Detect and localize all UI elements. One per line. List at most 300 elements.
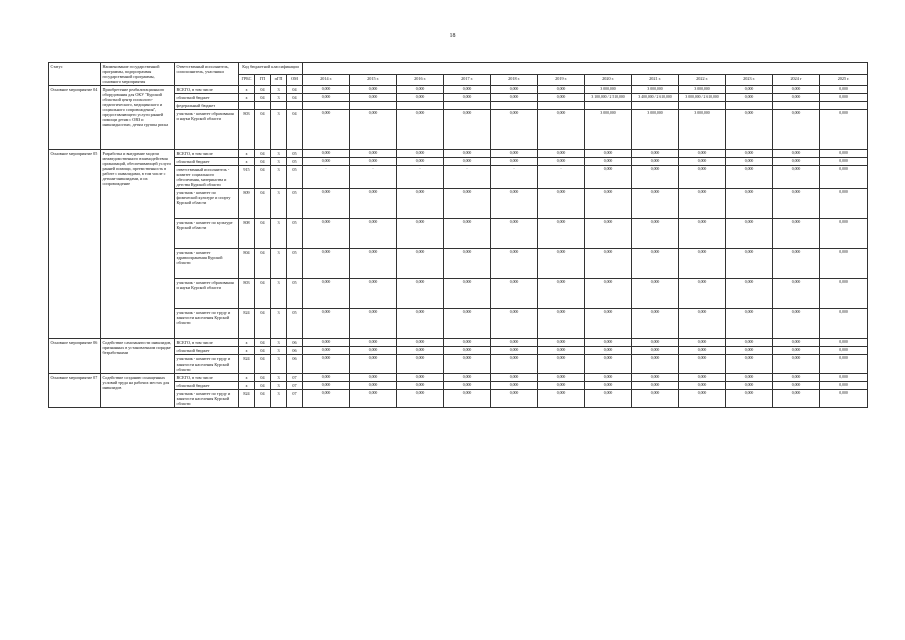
header-code-1: ГП	[255, 74, 271, 86]
row-code-om: 05	[287, 279, 303, 309]
row-value: 0,000	[726, 110, 773, 150]
row-value	[585, 102, 632, 110]
row-responsible: областной бюджет	[175, 381, 239, 389]
row-value: 0,000	[491, 94, 538, 102]
row-code-grbs: х	[239, 339, 255, 347]
row-code-om: 06	[287, 347, 303, 355]
row-value: 0,000	[303, 150, 350, 158]
row-code-pgp: 3	[271, 94, 287, 102]
row-value: 0,000	[773, 150, 820, 158]
row-value: 0,000	[773, 94, 820, 102]
row-value: 0,000	[303, 381, 350, 389]
row-code-om: 04	[287, 110, 303, 150]
row-value: 0,000	[444, 381, 491, 389]
row-value	[350, 102, 397, 110]
header-year-5: 2019 г.	[538, 74, 585, 86]
row-value: 0,000	[303, 309, 350, 339]
row-value: 0,000	[820, 249, 868, 279]
row-value: 0,000	[632, 219, 679, 249]
row-value: 3 400,000 / 2 610,000	[632, 94, 679, 102]
row-value: 0,000	[585, 166, 632, 189]
row-value: 0,000	[679, 347, 726, 355]
row-value: 0,000	[726, 219, 773, 249]
row-value: 0,000	[303, 389, 350, 407]
row-value: 0,000	[538, 249, 585, 279]
row-value	[397, 102, 444, 110]
row-value: 0,000	[773, 86, 820, 94]
row-value: 0,000	[397, 339, 444, 347]
row-value: 0,000	[350, 249, 397, 279]
budget-table	[48, 62, 868, 408]
row-code-pgp: 3	[271, 219, 287, 249]
row-responsible: участник - комитет по культуре Курской области	[175, 219, 239, 249]
row-value: 0,000	[726, 249, 773, 279]
row-value: 0,000	[397, 86, 444, 94]
row-value: 0,000	[773, 110, 820, 150]
row-value: 0,000	[773, 347, 820, 355]
row-value: 0,000	[726, 86, 773, 94]
row-value	[773, 102, 820, 110]
row-code-pgp: 3	[271, 373, 287, 381]
row-value: 0,000	[538, 110, 585, 150]
row-value: 0,000	[538, 309, 585, 339]
row-code-pgp: 3	[271, 339, 287, 347]
row-code-om: 05	[287, 158, 303, 166]
row-code-grbs: х	[239, 347, 255, 355]
row-value: 0,000	[491, 381, 538, 389]
header-status: Статус	[49, 63, 101, 86]
row-value: 0,000	[444, 339, 491, 347]
row-value: 0,000	[632, 381, 679, 389]
row-value: 0,000	[538, 150, 585, 158]
row-value: 0,000	[820, 355, 868, 373]
row-value: 0,000	[585, 189, 632, 219]
row-value: 0,000	[538, 339, 585, 347]
row-value: 0,000	[679, 189, 726, 219]
row-value: 0,000	[820, 86, 868, 94]
header-year-2: 2016 г.	[397, 74, 444, 86]
row-value: 0,000	[397, 158, 444, 166]
row-responsible: областной бюджет	[175, 94, 239, 102]
row-code-gp: 04	[255, 339, 271, 347]
row-value: 0,000	[773, 389, 820, 407]
row-value: 0,000	[679, 158, 726, 166]
row-value: -	[444, 166, 491, 189]
row-value: 0,000	[397, 189, 444, 219]
row-value: 0,000	[444, 110, 491, 150]
row-value: 0,000	[444, 389, 491, 407]
row-code-grbs: 824	[239, 355, 255, 373]
row-value: 0,000	[726, 355, 773, 373]
row-value: 0,000	[303, 339, 350, 347]
row-code-grbs: 808	[239, 219, 255, 249]
row-value: 0,000	[538, 381, 585, 389]
section-status: Основное мероприятие 05	[49, 150, 101, 339]
row-code-grbs: х	[239, 94, 255, 102]
row-value: 0,000	[397, 381, 444, 389]
header-year-4: 2018 г.	[491, 74, 538, 86]
row-code-grbs	[239, 102, 255, 110]
row-value: 0,000	[726, 150, 773, 158]
row-value: 0,000	[773, 219, 820, 249]
row-value: 0,000	[820, 381, 868, 389]
header-year-10: 2024 г	[773, 74, 820, 86]
table-row	[49, 373, 868, 381]
row-value: 0,000	[632, 339, 679, 347]
row-code-grbs: 824	[239, 389, 255, 407]
row-code-gp: 04	[255, 86, 271, 94]
row-value: 0,000	[303, 94, 350, 102]
row-value: -	[491, 166, 538, 189]
row-value: 0,000	[491, 86, 538, 94]
row-value: 0,000	[726, 373, 773, 381]
row-value: 0,000	[491, 189, 538, 219]
row-value: 0,000	[632, 166, 679, 189]
row-value: 0,000	[679, 219, 726, 249]
row-value: 0,000	[350, 219, 397, 249]
row-value: 0,000	[491, 389, 538, 407]
row-value: 3 100,000 / 2 510,000	[585, 94, 632, 102]
header-year-1: 2015 г.	[350, 74, 397, 86]
row-value: 0,000	[303, 86, 350, 94]
row-value: 0,000	[726, 309, 773, 339]
row-code-gp: 04	[255, 166, 271, 189]
row-value: 0,000	[397, 110, 444, 150]
row-value: 0,000	[303, 373, 350, 381]
header-codes-group: Код бюджетной классификации	[239, 63, 303, 75]
row-responsible: областной бюджет	[175, 158, 239, 166]
row-value: 3 000,000	[632, 86, 679, 94]
row-value: 0,000	[444, 219, 491, 249]
row-value: 0,000	[444, 347, 491, 355]
row-code-grbs: 809	[239, 189, 255, 219]
row-code-pgp: 3	[271, 389, 287, 407]
row-code-pgp: 3	[271, 347, 287, 355]
row-code-gp: 04	[255, 94, 271, 102]
section-status: Основное мероприятие 04	[49, 86, 101, 150]
row-value: 0,000	[538, 347, 585, 355]
row-responsible: ВСЕГО, в том числе	[175, 373, 239, 381]
row-responsible: областной бюджет	[175, 347, 239, 355]
row-value	[491, 102, 538, 110]
header-year-6: 2020 г.	[585, 74, 632, 86]
row-value: 0,000	[773, 373, 820, 381]
row-value: 0,000	[538, 94, 585, 102]
row-value: -	[303, 166, 350, 189]
row-value: 0,000	[773, 279, 820, 309]
row-value: 0,000	[538, 279, 585, 309]
row-value: 0,000	[444, 249, 491, 279]
row-value: 0,000	[538, 189, 585, 219]
row-code-gp: 04	[255, 355, 271, 373]
row-value: 0,000	[303, 347, 350, 355]
row-value: 0,000	[585, 355, 632, 373]
row-value: 0,000	[350, 355, 397, 373]
row-value: 0,000	[444, 86, 491, 94]
row-code-om	[287, 102, 303, 110]
row-value: 3 000,000	[585, 110, 632, 150]
row-value: 0,000	[491, 279, 538, 309]
row-code-om: 06	[287, 339, 303, 347]
row-value: 0,000	[303, 249, 350, 279]
row-code-om: 05	[287, 219, 303, 249]
row-value: -	[538, 166, 585, 189]
row-code-gp: 04	[255, 381, 271, 389]
header-year-3: 2017 г.	[444, 74, 491, 86]
row-code-pgp: 3	[271, 150, 287, 158]
row-code-om: 07	[287, 389, 303, 407]
row-value: 0,000	[491, 110, 538, 150]
row-value: 0,000	[350, 347, 397, 355]
row-value: 0,000	[632, 355, 679, 373]
row-value: 3 000,000	[679, 110, 726, 150]
row-value: 0,000	[585, 150, 632, 158]
row-value: 0,000	[350, 110, 397, 150]
row-value: 3 000,000 / 2 610,000	[679, 94, 726, 102]
row-code-pgp: 3	[271, 110, 287, 150]
row-code-grbs: 803	[239, 110, 255, 150]
row-value: 0,000	[397, 279, 444, 309]
row-value: 0,000	[303, 110, 350, 150]
row-responsible: федеральный бюджет	[175, 102, 239, 110]
row-value	[679, 102, 726, 110]
row-value: 0,000	[491, 355, 538, 373]
row-code-grbs: х	[239, 373, 255, 381]
table-row	[49, 339, 868, 347]
row-code-om: 07	[287, 381, 303, 389]
row-value: 0,000	[820, 150, 868, 158]
row-value: 0,000	[585, 309, 632, 339]
row-value: 0,000	[679, 339, 726, 347]
row-value: 0,000	[585, 347, 632, 355]
table-body	[49, 86, 868, 408]
row-value: 0,000	[350, 86, 397, 94]
row-value: 0,000	[726, 389, 773, 407]
row-code-grbs: х	[239, 150, 255, 158]
row-code-gp: 04	[255, 158, 271, 166]
row-value: 0,000	[726, 94, 773, 102]
row-code-gp: 04	[255, 189, 271, 219]
row-value: 0,000	[444, 355, 491, 373]
page-number: 18	[449, 33, 456, 39]
row-value: 0,000	[632, 249, 679, 279]
row-value: 0,000	[679, 355, 726, 373]
row-value: 0,000	[820, 339, 868, 347]
row-code-gp: 04	[255, 110, 271, 150]
row-value: 0,000	[773, 381, 820, 389]
row-value: 0,000	[679, 309, 726, 339]
row-value: 0,000	[397, 373, 444, 381]
row-value: 3 000,000	[679, 86, 726, 94]
row-value: 0,000	[444, 309, 491, 339]
row-value: 0,000	[538, 373, 585, 381]
row-code-gp: 04	[255, 389, 271, 407]
row-code-gp: 04	[255, 150, 271, 158]
row-value	[632, 102, 679, 110]
row-value: 0,000	[679, 279, 726, 309]
section-status: Основное мероприятие 06	[49, 339, 101, 373]
row-value: 0,000	[632, 347, 679, 355]
row-value: 0,000	[679, 389, 726, 407]
row-value: 0,000	[773, 355, 820, 373]
row-code-om: 07	[287, 373, 303, 381]
row-code-grbs: 804	[239, 249, 255, 279]
row-value: 0,000	[350, 389, 397, 407]
row-value: 0,000	[397, 94, 444, 102]
row-code-grbs: 824	[239, 309, 255, 339]
row-value: 0,000	[726, 166, 773, 189]
row-value: 0,000	[820, 373, 868, 381]
header-year-8: 2022 г.	[679, 74, 726, 86]
header-responsible: Ответственный исполнитель, соисполнитель, участники	[175, 63, 239, 86]
row-value: 0,000	[491, 309, 538, 339]
row-value: 0,000	[773, 189, 820, 219]
row-value: 0,000	[491, 150, 538, 158]
row-code-pgp: 3	[271, 189, 287, 219]
header-name: Наименование государственной программы, подпрограммы государственной программы, основного мероприятия	[101, 63, 175, 86]
header-year-11: 2025 г.	[820, 74, 868, 86]
header-year-0: 2014 г.	[303, 74, 350, 86]
row-value: 0,000	[350, 279, 397, 309]
row-value	[444, 102, 491, 110]
header-code-2: пГП	[271, 74, 287, 86]
row-value: 0,000	[303, 219, 350, 249]
row-value: 0,000	[585, 389, 632, 407]
section-status: Основное мероприятие 07	[49, 373, 101, 407]
row-code-grbs: х	[239, 158, 255, 166]
row-value: 0,000	[585, 249, 632, 279]
row-responsible: участник - комитет образования и науки Курской области	[175, 279, 239, 309]
row-value: 0,000	[820, 347, 868, 355]
row-value: 0,000	[773, 309, 820, 339]
row-code-pgp: 3	[271, 279, 287, 309]
row-value: 0,000	[679, 373, 726, 381]
row-value: -	[350, 166, 397, 189]
row-code-gp	[255, 102, 271, 110]
row-code-grbs: х	[239, 381, 255, 389]
row-code-pgp: 3	[271, 166, 287, 189]
row-value: 0,000	[820, 189, 868, 219]
row-value: 0,000	[444, 158, 491, 166]
section-name: Содействие самозанятости инвалидов, признанных в установленном порядке безработными	[101, 339, 175, 373]
row-responsible: участник - комитет по труду и занятости населения Курской области	[175, 355, 239, 373]
row-value: 0,000	[632, 309, 679, 339]
row-value: 0,000	[585, 373, 632, 381]
row-value: 0,000	[303, 189, 350, 219]
row-value: 0,000	[773, 158, 820, 166]
row-value: 0,000	[350, 189, 397, 219]
row-code-om: 05	[287, 249, 303, 279]
row-value: 0,000	[820, 94, 868, 102]
header-year-7: 2021 г.	[632, 74, 679, 86]
row-value: 0,000	[397, 389, 444, 407]
row-responsible: участник - комитет по труду и занятости населения Курской области	[175, 389, 239, 407]
row-code-om: 06	[287, 355, 303, 373]
table-row	[49, 86, 868, 94]
row-value: 0,000	[491, 373, 538, 381]
row-value	[303, 102, 350, 110]
row-value: 0,000	[820, 158, 868, 166]
row-value: 0,000	[538, 389, 585, 407]
row-value: 3 000,000	[585, 86, 632, 94]
table-header	[49, 63, 868, 86]
row-value: 0,000	[773, 249, 820, 279]
row-value: 0,000	[303, 279, 350, 309]
row-code-grbs: 803	[239, 279, 255, 309]
row-value: 0,000	[679, 166, 726, 189]
table-row	[49, 150, 868, 158]
row-code-om: 05	[287, 150, 303, 158]
row-code-om: 05	[287, 189, 303, 219]
row-code-om: 05	[287, 166, 303, 189]
row-value: -	[397, 166, 444, 189]
row-value: 0,000	[679, 249, 726, 279]
row-value: 0,000	[350, 158, 397, 166]
row-code-om: 04	[287, 86, 303, 94]
row-value: 0,000	[350, 94, 397, 102]
row-value: 0,000	[585, 219, 632, 249]
row-code-gp: 04	[255, 219, 271, 249]
row-value: 0,000	[491, 219, 538, 249]
row-value: 3 000,000	[632, 110, 679, 150]
row-value: 0,000	[444, 279, 491, 309]
row-value	[538, 102, 585, 110]
row-value: 0,000	[350, 309, 397, 339]
row-value: 0,000	[538, 158, 585, 166]
row-value: 0,000	[585, 339, 632, 347]
row-value: 0,000	[538, 86, 585, 94]
row-value: 0,000	[397, 219, 444, 249]
row-value	[726, 102, 773, 110]
row-code-pgp: 3	[271, 249, 287, 279]
row-code-pgp: 3	[271, 381, 287, 389]
row-value: 0,000	[585, 381, 632, 389]
row-code-pgp: 3	[271, 158, 287, 166]
header-code-3: ОМ	[287, 74, 303, 86]
row-value: 0,000	[444, 189, 491, 219]
row-responsible: участник - комитет образования и науки Курской области	[175, 110, 239, 150]
header-year-9: 2023 г.	[726, 74, 773, 86]
row-value: 0,000	[726, 189, 773, 219]
row-value: 0,000	[726, 339, 773, 347]
row-value: 0,000	[820, 166, 868, 189]
row-code-grbs: 915	[239, 166, 255, 189]
row-value: 0,000	[726, 381, 773, 389]
row-responsible: участник - комитет по физической культуре и спорту Курской области	[175, 189, 239, 219]
row-value: 0,000	[585, 158, 632, 166]
row-responsible: ВСЕГО, в том числе	[175, 150, 239, 158]
row-value: 0,000	[585, 279, 632, 309]
section-name: Приобретение реабилитационного оборудования для ОКУ "Курский областной центр психолого-педагогического, медицинского и социального сопровождения", предоставляющего услуги ранней помощи детям с ОВЗ и инвалидностью, детям группы риска	[101, 86, 175, 150]
row-code-pgp: 3	[271, 355, 287, 373]
header-years-spacer	[303, 63, 868, 75]
row-value: 0,000	[773, 166, 820, 189]
row-value: 0,000	[444, 94, 491, 102]
row-value: 0,000	[350, 339, 397, 347]
row-value: 0,000	[350, 373, 397, 381]
row-value: 0,000	[444, 150, 491, 158]
row-value: 0,000	[632, 158, 679, 166]
header-code-0: ГРБС	[239, 74, 255, 86]
row-value: 0,000	[632, 389, 679, 407]
row-value: 0,000	[538, 355, 585, 373]
row-code-gp: 04	[255, 309, 271, 339]
row-code-gp: 04	[255, 249, 271, 279]
row-responsible: участник - комитет по труду и занятости населения Курской области	[175, 309, 239, 339]
row-code-gp: 04	[255, 373, 271, 381]
row-code-grbs: х	[239, 86, 255, 94]
row-value: 0,000	[303, 355, 350, 373]
